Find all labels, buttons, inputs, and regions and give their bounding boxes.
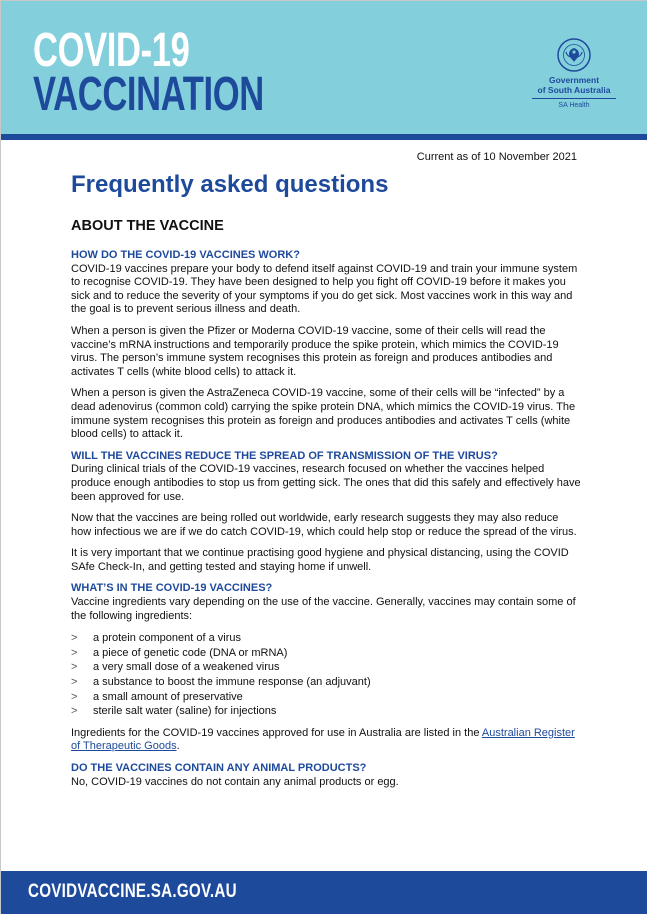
- list-item: > a protein component of a virus: [71, 632, 241, 645]
- chevron-right-icon: >: [71, 632, 78, 645]
- faq-answer-paragraph: No, COVID-19 vaccines do not contain any animal products or egg.: [71, 775, 399, 788]
- faq-answer-paragraph: Vaccine ingredients vary depending on the use of the vaccine. Generally, vaccines may contain some of the following ingredients:: [71, 596, 576, 622]
- faq-content: [71, 249, 581, 797]
- south-australia-crest-icon: [557, 38, 591, 72]
- hero-title-line2: VACCINATION: [33, 68, 264, 121]
- faq-item: [71, 762, 581, 789]
- chevron-right-icon: >: [71, 646, 78, 659]
- faq-question: WHAT’S IN THE COVID-19 VACCINES?: [71, 582, 273, 595]
- list-item: > a very small dose of a weakened virus: [71, 661, 280, 674]
- list-item: > a piece of genetic code (DNA or mRNA): [71, 646, 288, 659]
- government-name: Government of South Australia: [537, 75, 611, 95]
- chevron-right-icon: >: [71, 661, 78, 674]
- faq-answer-paragraph: Ingredients for the COVID-19 vaccines approved for use in Australia are listed in the Australian Register of Therapeutic Goods.: [71, 726, 575, 753]
- faq-answer-paragraph: It is very important that we continue practising good hygiene and physical distancing, using the COVID SAfe Check-In, and getting tested and staying home if unwell.: [71, 547, 569, 573]
- list-item: > a small amount of preservative: [71, 690, 243, 703]
- department-name: SA Health: [558, 102, 590, 109]
- faq-question: WILL THE VACCINES REDUCE THE SPREAD OF TRANSMISSION OF THE VIRUS?: [71, 449, 498, 462]
- chevron-right-icon: >: [71, 705, 78, 718]
- ingredients-list: [71, 631, 581, 719]
- logo-divider: [532, 98, 616, 99]
- australian-register-link[interactable]: Australian Register of Therapeutic Goods: [71, 726, 575, 753]
- hero-title-line1: COVID-19: [33, 24, 190, 77]
- page-title: Frequently asked questions: [71, 171, 389, 198]
- header-divider: [1, 134, 647, 140]
- chevron-right-icon: >: [71, 676, 78, 689]
- chevron-right-icon: >: [71, 690, 78, 703]
- faq-question: DO THE VACCINES CONTAIN ANY ANIMAL PRODUCTS?: [71, 762, 367, 774]
- faq-answer-paragraph: Now that the vaccines are being rolled out worldwide, early research suggests they may also reduce how infectious we are if we do catch COVID-19, which could help stop or reduce the spread of the virus.: [71, 512, 577, 538]
- faq-item: [71, 450, 581, 575]
- list-item: > sterile salt water (saline) for injections: [71, 705, 277, 718]
- faq-question: HOW DO THE COVID-19 VACCINES WORK?: [71, 249, 300, 261]
- faq-item: [71, 582, 581, 754]
- footer-website-url: COVIDVACCINE.SA.GOV.AU: [28, 881, 237, 902]
- faq-item: [71, 249, 581, 442]
- faq-answer-paragraph: When a person is given the AstraZeneca COVID-19 vaccine, some of their cells will be “infected” by a dead adenovirus (common cold) carrying the spike protein DNA, which mimics the COVID-19 virus. The immune system recognises this protein as foreign and produces antibodies and activates T cells (white blood cells) to attack it.: [71, 387, 576, 441]
- government-logo: [528, 38, 620, 110]
- faq-answer-paragraph: During clinical trials of the COVID-19 vaccines, research focused on whether the vaccines helped produce enough antibodies to stop us from getting sick. The ones that did this safely and effectively have been approved for use.: [71, 463, 581, 503]
- hero-title: [33, 24, 264, 121]
- section-title: ABOUT THE VACCINE: [71, 218, 224, 234]
- list-item: > a substance to boost the immune response (an adjuvant): [71, 676, 371, 689]
- current-as-of-date: Current as of 10 November 2021: [416, 151, 577, 163]
- footer-banner: [1, 871, 647, 914]
- faq-answer-paragraph: When a person is given the Pfizer or Moderna COVID-19 vaccine, some of their cells will read the vaccine’s mRNA instructions and temporarily produce the spike protein, which mimics the COVID-19 virus. The person’s immune system recognises this protein as foreign and produces antibodies and activates T cells (white blood cells) to attack it.: [71, 324, 559, 378]
- faq-answer-paragraph: COVID-19 vaccines prepare your body to defend itself against COVID-19 and train your immune system to recognise COVID-19. They have been designed to help you fight off COVID-19 before it makes you sick and to reduce the severity of your symptoms if you do get sick. Most vaccines work in this way and the goal is to prevent serious illness and death.: [71, 262, 578, 316]
